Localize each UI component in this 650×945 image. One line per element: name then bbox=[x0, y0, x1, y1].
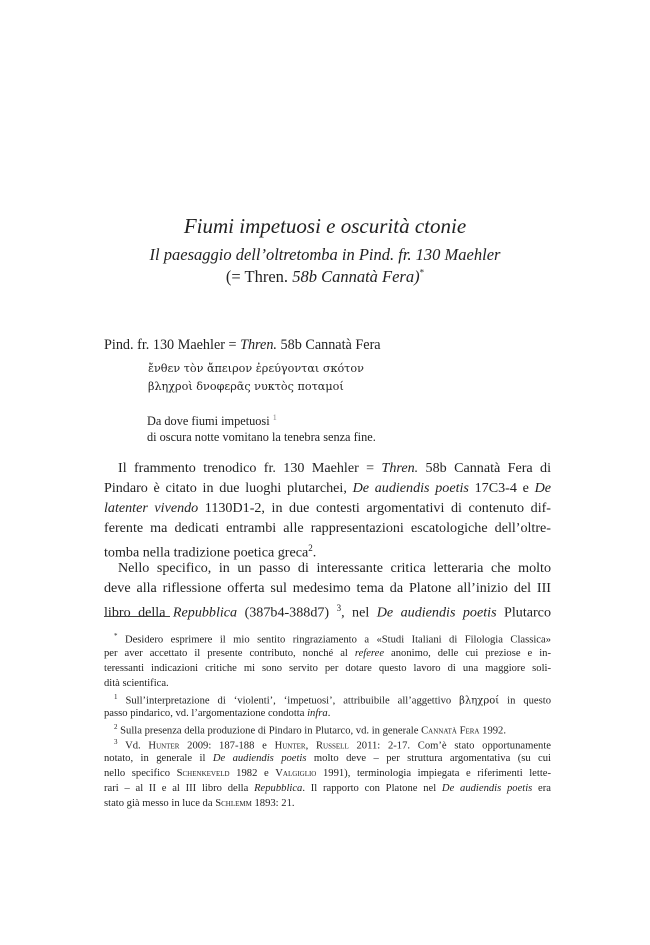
footnote-3-line bbox=[104, 798, 551, 809]
text-run: Il frammento trenodico fr. 130 Maehler = bbox=[118, 460, 382, 476]
footnote-1-mark: 1 bbox=[114, 693, 118, 701]
footnote-star-line bbox=[114, 632, 551, 646]
text-run-smallcaps: Schenkeveld bbox=[176, 768, 230, 779]
footnote-star-line: teressanti indicazioni critiche mi sono servito per dotare questo lavoro di una maggiore soli- bbox=[104, 663, 551, 674]
title-footnote-mark: * bbox=[419, 267, 425, 278]
epigraph-heading-threnos: Thren. bbox=[240, 337, 277, 353]
text-run: Pindaro è citato in due luoghi plutarchei, bbox=[104, 480, 353, 496]
footnote-1-line bbox=[104, 708, 551, 719]
text-run: (387b4-388d7) bbox=[237, 604, 337, 621]
text-run-italic: De audiendis poetis bbox=[441, 783, 533, 794]
epigraph-heading bbox=[104, 337, 381, 354]
text-run: . bbox=[312, 544, 317, 561]
footnote-separator bbox=[104, 616, 170, 617]
epigraph-heading-pre: Pind. fr. 130 Maehler = bbox=[104, 337, 241, 353]
footnote-ref-1[interactable]: 1 bbox=[272, 413, 277, 422]
text-run: passo pindarico, vd. l’argomentazione condotta bbox=[104, 708, 308, 719]
text-run: era bbox=[532, 783, 551, 794]
text-run-greek: βληχροί bbox=[459, 695, 500, 707]
text-run-smallcaps: Schlemm bbox=[215, 798, 252, 809]
footnote-1-line bbox=[114, 693, 551, 707]
text-run-italic: infra bbox=[307, 708, 328, 719]
greek-line-2: βληχροὶ δνοφερᾶς νυκτὸς ποταμοί bbox=[148, 380, 344, 393]
footnote-3-line bbox=[104, 783, 551, 794]
text-run: Plutarco bbox=[496, 604, 551, 621]
text-run: 1130D1-2, in due contesti argomentativi di contenuto dif- bbox=[198, 500, 551, 516]
text-run-smallcaps: Hunter bbox=[148, 740, 180, 752]
text-run: 2011: 2-17. Com’è stato opportunamente bbox=[348, 740, 551, 752]
footnote-star-mark: * bbox=[114, 632, 118, 640]
text-run-italic: latenter vivendo bbox=[104, 500, 199, 516]
text-run: Desidero esprimere il mio sentito ringraziamento a «Studi Italiani di Filologia Classica» bbox=[117, 634, 551, 646]
text-run-italic: Repubblica bbox=[254, 783, 303, 794]
footnote-2-line bbox=[114, 723, 551, 737]
text-run: 1992. bbox=[479, 725, 506, 737]
text-run: 58b Cannatà Fera di bbox=[418, 460, 551, 476]
body-line bbox=[104, 498, 551, 518]
text-run: Vd. bbox=[117, 740, 149, 752]
footnote-ref-3[interactable]: 3 bbox=[336, 603, 342, 613]
body-line: deve alla riflessione offerta sul medesimo tema da Platone all’inizio del III bbox=[104, 580, 551, 596]
text-run-italic: Repubblica bbox=[172, 604, 238, 621]
translation-line-1-text: Da dove fiumi impetuosi bbox=[147, 414, 270, 429]
text-run-italic: De bbox=[534, 480, 552, 496]
footnote-3-mark: 3 bbox=[114, 738, 118, 746]
footnote-star-line bbox=[104, 648, 551, 659]
text-run: nello specifico bbox=[104, 768, 177, 779]
text-run-italic: Thren. bbox=[381, 460, 419, 476]
text-run-italic: De audiendis poetis bbox=[376, 604, 497, 621]
footnote-3-line bbox=[104, 768, 551, 779]
text-run: 2009: 187-188 e bbox=[179, 740, 275, 752]
text-run: in questo bbox=[499, 695, 551, 707]
subtitle-threnos: Thren. bbox=[244, 267, 289, 286]
text-run: Sulla presenza della produzione di Pindaro in Plutarco, vd. in generale bbox=[117, 725, 422, 737]
greek-line-1: ἔνθεν τὸν ἄπειρον ἐρεύγονται σκότον bbox=[148, 362, 364, 375]
text-run-smallcaps: Hunter, Russell bbox=[274, 740, 349, 752]
text-run: . bbox=[327, 708, 331, 719]
footnote-ref-2[interactable]: 2 bbox=[308, 543, 313, 553]
text-run: libro della bbox=[104, 604, 173, 621]
text-run: , nel bbox=[341, 604, 377, 621]
translation-line-2: di oscura notte vomitano la tenebra senza fine. bbox=[147, 430, 376, 444]
footnote-3-line bbox=[104, 753, 551, 764]
text-run: anonimo, delle cui preziose e in- bbox=[384, 648, 551, 659]
text-run: . Il rapporto con Platone nel bbox=[302, 783, 442, 794]
text-run-smallcaps: Cannatà Fera bbox=[421, 725, 480, 737]
subtitle-paren: (= bbox=[225, 267, 245, 286]
subtitle-rest: 58b Cannatà Fera) bbox=[288, 267, 420, 286]
body-line: Nello specifico, in un passo di interessante critica letteraria che molto bbox=[118, 560, 551, 576]
text-run: rari – al II e al III libro della bbox=[104, 783, 255, 794]
footnote-3-line bbox=[114, 738, 551, 752]
text-run: Sull’interpretazione di ‘violenti’, ‘impetuosi’, attribuibile all’aggettivo bbox=[117, 695, 460, 707]
body-line bbox=[118, 458, 551, 478]
text-run-italic: De audiendis poetis bbox=[212, 753, 307, 764]
footnote-star-line: dità scientifica. bbox=[104, 678, 169, 689]
text-run-italic: referee bbox=[354, 648, 385, 659]
text-run-smallcaps: Valgiglio bbox=[275, 768, 317, 779]
text-run: 1991), terminologia impiegata e riferimenti lette- bbox=[316, 768, 552, 779]
footnote-2-mark: 2 bbox=[114, 723, 118, 731]
body-line bbox=[104, 598, 551, 623]
text-run-italic: De audiendis poetis bbox=[352, 480, 469, 496]
text-run: molto deve – per struttura argomentativa (su cui bbox=[306, 753, 552, 764]
text-run: 17C3-4 e bbox=[468, 480, 535, 496]
text-run: per aver accettato il presente contributo, nonché al bbox=[104, 648, 355, 659]
body-line: ferente ma dedicati entrambi alle rappresentazioni escatologiche dell’oltre- bbox=[104, 520, 551, 536]
text-run: tomba nella tradizione poetica greca bbox=[104, 544, 309, 561]
text-run: 1982 e bbox=[229, 768, 276, 779]
text-run: 1893: 21. bbox=[251, 798, 295, 809]
article-subtitle-line1: Il paesaggio dell’oltretomba in Pind. fr. 130 Maehler bbox=[149, 245, 501, 264]
text-run: stato già messo in luce da bbox=[104, 798, 216, 809]
translation-line-1 bbox=[147, 413, 277, 429]
article-title: Fiumi impetuosi e oscurità ctonie bbox=[183, 214, 467, 238]
text-run: notato, in generale il bbox=[104, 753, 213, 764]
article-subtitle-line2 bbox=[0, 267, 650, 287]
body-line bbox=[104, 478, 551, 498]
epigraph-heading-post: 58b Cannatà Fera bbox=[276, 337, 381, 353]
